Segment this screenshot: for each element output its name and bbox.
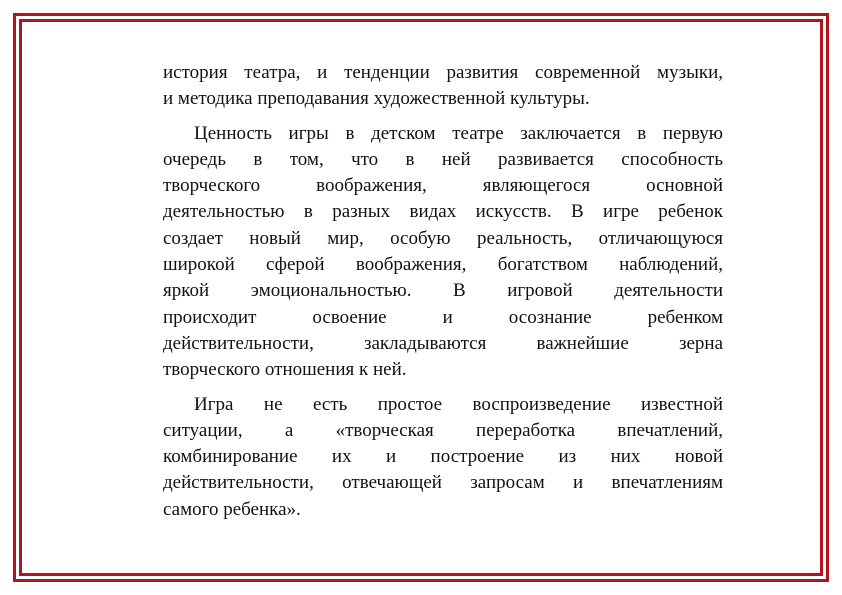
text-line: и методика преподавания художественной культуры.: [163, 88, 590, 110]
text-line: создает новый мир, особую реальность, отличающуюся: [163, 227, 723, 249]
text-line: происходит освоение и осознание ребенком: [163, 306, 723, 328]
text-line: широкой сферой воображения, богатством наблюдений,: [163, 254, 723, 276]
text-line: самого ребенка».: [163, 498, 301, 520]
document-text: [163, 60, 723, 531]
text-line: творческого воображения, являющегося основной: [163, 175, 723, 197]
text-line: яркой эмоциональностью. В игровой деятельности: [163, 280, 723, 302]
text-line: деятельностью в разных видах искусств. В игре ребенок: [163, 201, 723, 223]
text-line: ситуации, а «творческая переработка впечатлений,: [163, 419, 723, 441]
text-line: очередь в том, что в ней развивается способность: [163, 148, 723, 170]
text-line: действительности, закладываются важнейшие зерна: [163, 332, 723, 354]
paragraph-1: [163, 60, 723, 113]
text-line: комбинирование их и построение из них новой: [163, 446, 723, 468]
text-line: история театра, и тенденции развития современной музыки,: [163, 62, 723, 83]
paragraph-3: [163, 392, 723, 523]
text-line: действительности, отвечающей запросам и впечатлениям: [163, 472, 723, 494]
text-line: Ценность игры в детском театре заключается в первую: [194, 122, 723, 144]
text-line: Игра не есть простое воспроизведение известной: [194, 393, 723, 415]
text-line: творческого отношения к ней.: [163, 359, 407, 381]
paragraph-2: [163, 121, 723, 384]
